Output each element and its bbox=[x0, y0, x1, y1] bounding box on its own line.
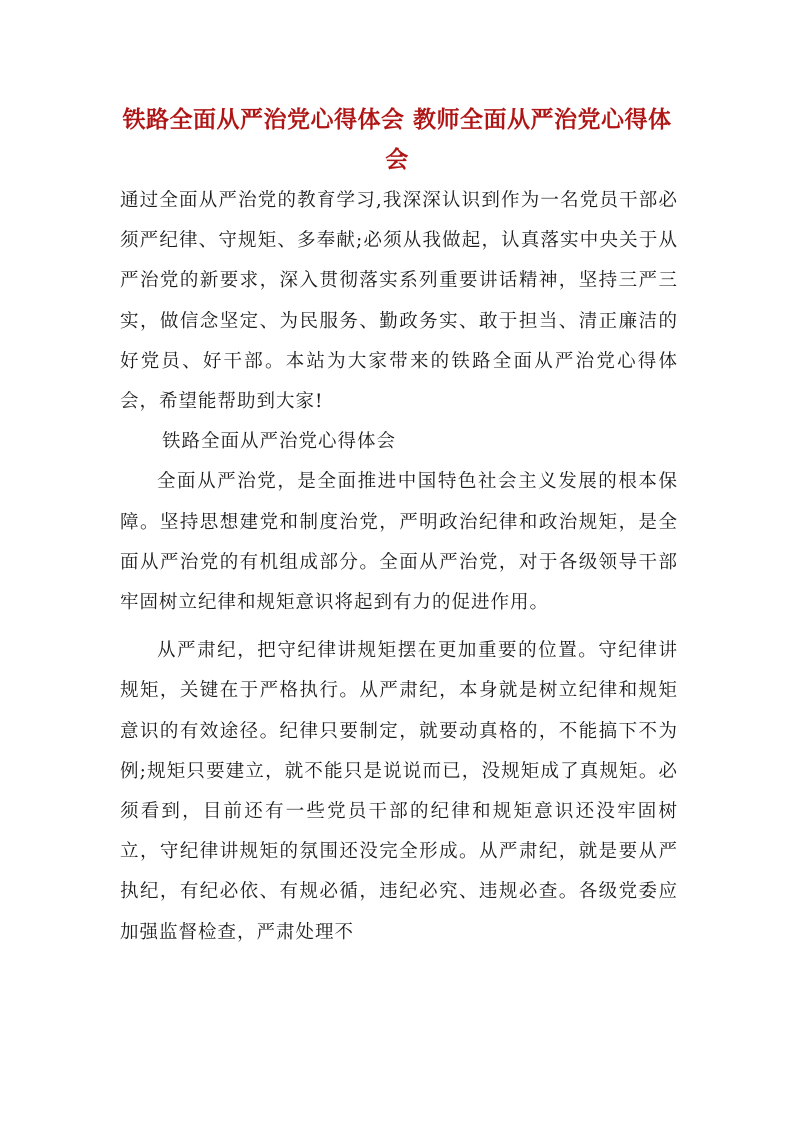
document-title: 铁路全面从严治党心得体会 教师全面从严治党心得体会 bbox=[122, 106, 672, 173]
section-subtitle: 铁路全面从严治党心得体会 bbox=[162, 431, 397, 453]
intro-paragraph: 通过全面从严治党的教育学习,我深深认识到作为一名党员干部必须严纪律、守规矩、多奉献;必须从我做起，认真落实中央关于从严治党的新要求，深入贯彻落实系列重要讲话精神，坚持三严三实，做信念坚定、为民服务、勤政务实、敢于担当、清正廉洁的好党员、好干部。本站为大家带来的铁路全面从严治党心得体会，希望能帮助到大家! bbox=[120, 190, 678, 413]
paragraph-gap bbox=[120, 623, 678, 631]
paragraph-2: 从严肃纪，把守纪律讲规矩摆在更加重要的位置。守纪律讲规矩，关键在于严格执行。从严肃纪，本身就是树立纪律和规矩意识的有效途径。纪律只要制定，就要动真格的，不能搞下不为例;规矩只要建立，就不能只是说说而已，没规矩成了真规矩。必须看到，目前还有一些党员干部的纪律和规矩意识还没牢固树立，守纪律讲规矩的氛围还没完全形成。从严肃纪，就是要从严执纪，有纪必依、有规必循，违纪必究、违规必查。各级党委应加强监督检查，严肃处理不 bbox=[120, 640, 678, 943]
document-body bbox=[120, 181, 678, 953]
paragraph-1: 全面从严治党，是全面推进中国特色社会主义发展的根本保障。坚持思想建党和制度治党，严明政治纪律和政治规矩，是全面从严治党的有机组成部分。全面从严治党，对于各级领导干部牢固树立纪律和规矩意识将起到有力的促进作用。 bbox=[120, 471, 678, 614]
